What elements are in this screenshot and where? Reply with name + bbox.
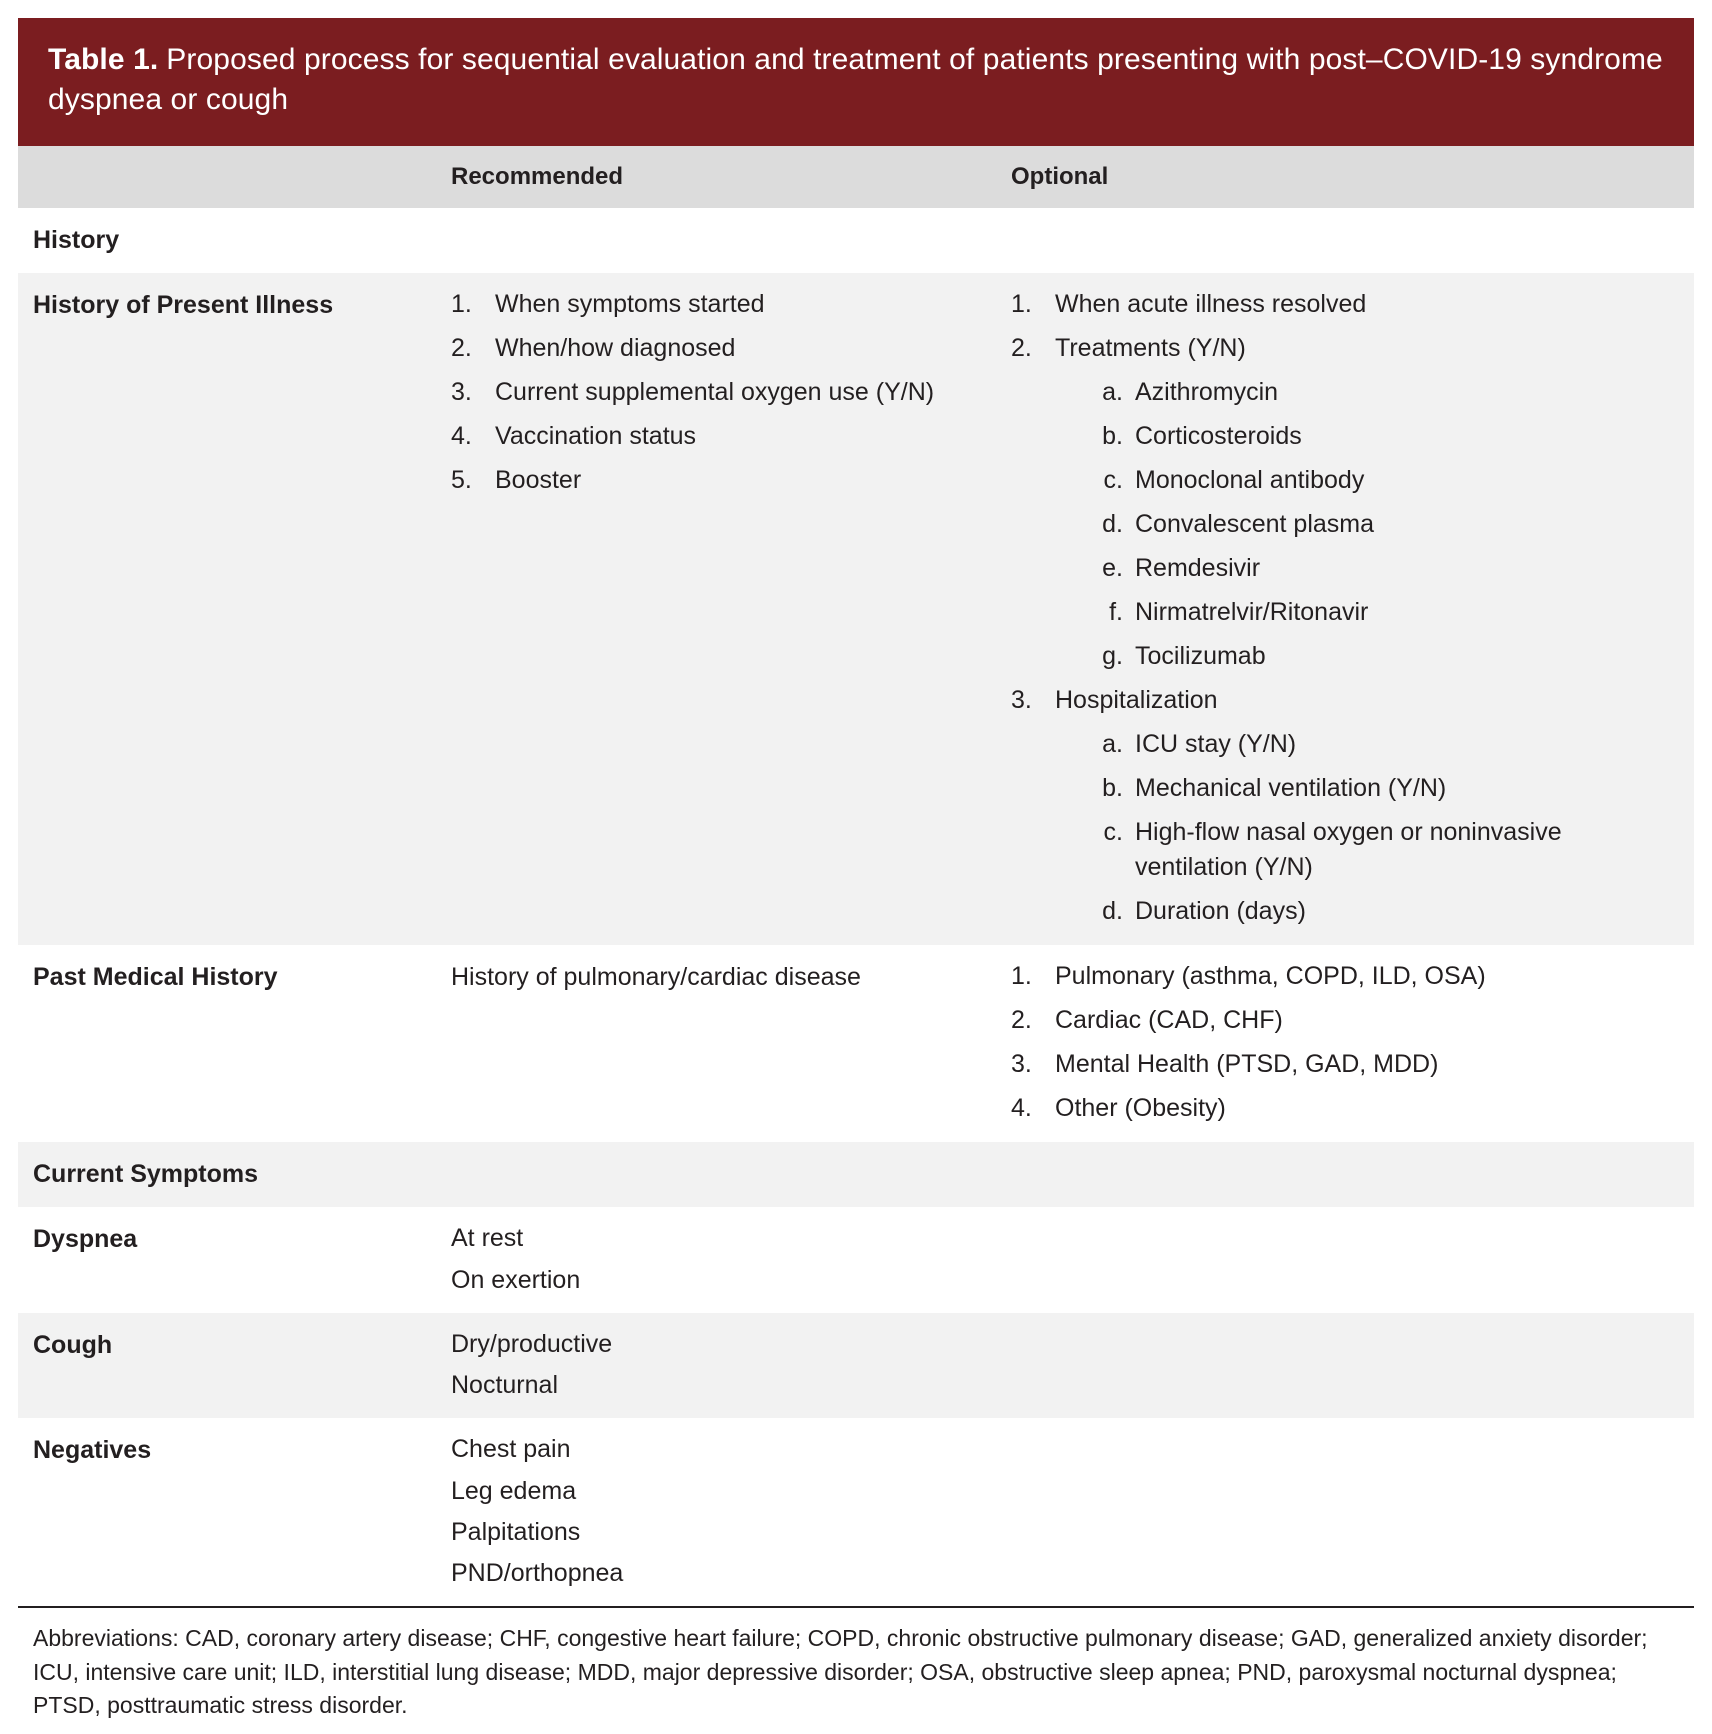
hpi-optional-list-hospitalization	[1011, 683, 1694, 718]
hpi-recommended-list	[451, 287, 1011, 498]
table-title-text: Proposed process for sequential evaluation and treatment of patients presenting with post–COVID-19 syndrome dyspnea or cough	[48, 43, 1663, 117]
dyspnea-recommended-cell	[451, 1221, 1011, 1297]
table-row-dyspnea	[18, 1207, 1694, 1313]
list-item: a. Azithromycin	[1102, 378, 1279, 407]
hpi-recommended-cell	[451, 287, 1011, 929]
negatives-optional-cell	[1011, 1432, 1694, 1590]
pmh-recommended-cell	[451, 959, 1011, 1126]
negatives-line: Chest pain	[451, 1435, 571, 1464]
table-title-bar	[18, 18, 1694, 146]
dyspnea-line: At rest	[451, 1224, 524, 1253]
list-item: 2. When/how diagnosed	[451, 334, 736, 363]
negatives-line: PND/orthopnea	[451, 1559, 624, 1588]
list-item: b. Corticosteroids	[1102, 422, 1302, 451]
section-label-history-cell	[18, 222, 451, 257]
column-header-row	[18, 146, 1694, 208]
table-row-hpi	[18, 273, 1694, 945]
list-item: d. Duration (days)	[1102, 897, 1306, 926]
list-item: g. Tocilizumab	[1102, 642, 1266, 671]
section-label-history: History	[33, 226, 120, 255]
list-item: 2. Treatments (Y/N)	[1011, 334, 1246, 363]
negatives-recommended-cell	[451, 1432, 1011, 1590]
table-row-negatives	[18, 1418, 1694, 1606]
list-item: c. High-flow nasal oxygen or noninvasive ventilation (Y/N)	[1103, 818, 1562, 882]
row-label-pmh-cell	[18, 959, 451, 1126]
row-label-hpi: History of Present Illness	[33, 291, 334, 320]
hpi-optional-list	[1011, 287, 1694, 322]
section-label-current-symptoms: Current Symptoms	[33, 1160, 259, 1189]
list-item: 3. Current supplemental oxygen use (Y/N)	[451, 378, 935, 407]
section-row-history	[18, 208, 1694, 273]
list-item: 1. Pulmonary (asthma, COPD, ILD, OSA)	[1011, 962, 1486, 991]
list-item: 3. Mental Health (PTSD, GAD, MDD)	[1011, 1050, 1439, 1079]
section-row-current-symptoms	[18, 1142, 1694, 1207]
list-item: 5. Booster	[451, 466, 582, 495]
row-label-negatives: Negatives	[33, 1436, 152, 1465]
row-label-dyspnea: Dyspnea	[33, 1225, 138, 1254]
negatives-line: Leg edema	[451, 1476, 577, 1505]
list-item: e. Remdesivir	[1102, 554, 1261, 583]
abbreviations-footnote: Abbreviations: CAD, coronary artery disease; CHF, congestive heart failure; COPD, chronic obstructive pulmonary disease; GAD, generalized anxiety disorder; ICU, intensive care unit; ILD, interstitial lung disease; MDD, major depressive disorder; OSA, obstructive sleep apnea; PND, paroxysmal nocturnal dyspnea; PTSD, posttraumatic stress disorder.	[33, 1625, 1648, 1719]
hpi-hospitalization-sublist	[1097, 727, 1694, 929]
table-row-cough	[18, 1313, 1694, 1419]
list-item: 1. When acute illness resolved	[1011, 290, 1367, 319]
section-label-current-symptoms-cell	[18, 1156, 451, 1191]
hpi-treatments-sublist	[1097, 375, 1694, 674]
list-item: 4. Vaccination status	[451, 422, 697, 451]
list-item: f. Nirmatrelvir/Ritonavir	[1109, 598, 1369, 627]
page-title	[48, 40, 1664, 120]
row-label-cough: Cough	[33, 1330, 113, 1359]
negatives-line: Palpitations	[451, 1517, 581, 1546]
list-item: 2. Cardiac (CAD, CHF)	[1011, 1006, 1283, 1035]
list-item: d. Convalescent plasma	[1102, 510, 1375, 539]
dyspnea-optional-cell	[1011, 1221, 1694, 1297]
column-header-recommended: Recommended	[451, 163, 624, 191]
cough-recommended-cell	[451, 1327, 1011, 1403]
pmh-optional-cell	[1011, 959, 1694, 1126]
list-item: 3. Hospitalization	[1011, 686, 1218, 715]
row-label-hpi-cell	[18, 287, 451, 929]
pmh-optional-list	[1011, 959, 1694, 1126]
table-number-label: Table 1.	[48, 43, 159, 76]
hpi-optional-cell	[1011, 287, 1694, 929]
cough-line: Dry/productive	[451, 1329, 613, 1358]
hpi-optional-list-treatments	[1011, 331, 1694, 366]
row-label-negatives-cell	[18, 1432, 451, 1590]
cough-line: Nocturnal	[451, 1371, 558, 1400]
row-label-pmh: Past Medical History	[33, 963, 278, 992]
column-header-optional: Optional	[1011, 163, 1109, 191]
cough-optional-cell	[1011, 1327, 1694, 1403]
row-label-cough-cell	[18, 1327, 451, 1403]
pmh-recommended-text: History of pulmonary/cardiac disease	[451, 963, 861, 992]
list-item: 1. When symptoms started	[451, 290, 765, 319]
list-item: b. Mechanical ventilation (Y/N)	[1102, 774, 1447, 803]
row-label-dyspnea-cell	[18, 1221, 451, 1297]
list-item: c. Monoclonal antibody	[1103, 466, 1365, 495]
list-item: 4. Other (Obesity)	[1011, 1094, 1226, 1123]
list-item: a. ICU stay (Y/N)	[1102, 730, 1297, 759]
table-row-past-medical-history	[18, 945, 1694, 1142]
dyspnea-line: On exertion	[451, 1265, 581, 1294]
